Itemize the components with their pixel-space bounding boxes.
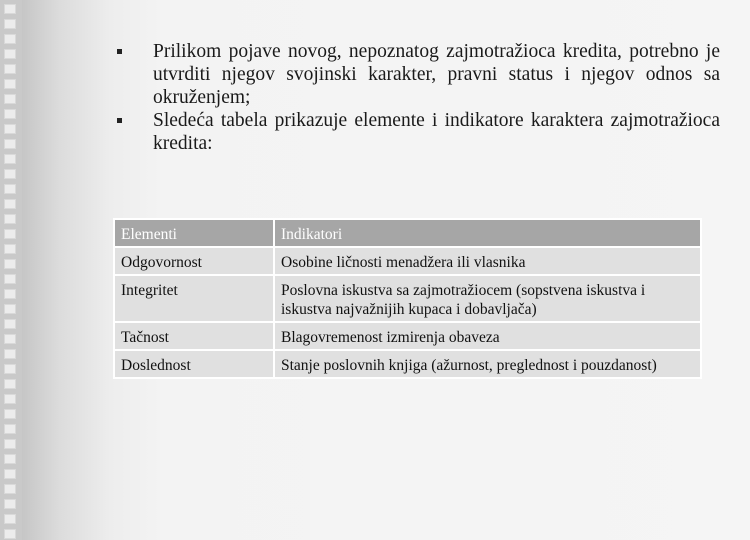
bullet-text: Sledeća tabela prikazuje elemente i indikatore karaktera zajmotražioca kredita:: [153, 110, 720, 154]
indicators-table: [113, 218, 702, 379]
table-row: [114, 322, 701, 350]
table-row: [114, 275, 701, 322]
table-cell-indicator: Blagovremenost izmirenja obaveza: [274, 322, 701, 350]
header-elementi: Elementi: [114, 219, 274, 247]
bullet-square-icon: [117, 118, 122, 123]
bullet-list: [114, 40, 720, 155]
table-cell-indicator: Stanje poslovnih knjiga (ažurnost, preglednost i pouzdanost): [274, 350, 701, 378]
table-header-row: [114, 219, 701, 247]
header-indikatori: Indikatori: [274, 219, 701, 247]
table-cell-element: Integritet: [114, 275, 274, 322]
table-cell-indicator: Poslovna iskustva sa zajmotražiocem (sopstvena iskustva i iskustva najvažnijih kupaca i dobavljača): [274, 275, 701, 322]
table-row: [114, 247, 701, 275]
bullet-square-icon: [117, 49, 122, 54]
bullet-text: Prilikom pojave novog, nepoznatog zajmotražioca kredita, potrebno je utvrditi njegov svojinski karakter, pravni status i njegov odnos sa okruženjem;: [153, 41, 720, 108]
table-cell-element: Odgovornost: [114, 247, 274, 275]
table-row: [114, 350, 701, 378]
table-cell-element: Tačnost: [114, 322, 274, 350]
table-cell-element: Doslednost: [114, 350, 274, 378]
table-cell-indicator: Osobine ličnosti menadžera ili vlasnika: [274, 247, 701, 275]
indicators-table-wrapper: [113, 218, 700, 379]
bullet-item: [114, 40, 720, 109]
bullet-item: [114, 109, 720, 155]
